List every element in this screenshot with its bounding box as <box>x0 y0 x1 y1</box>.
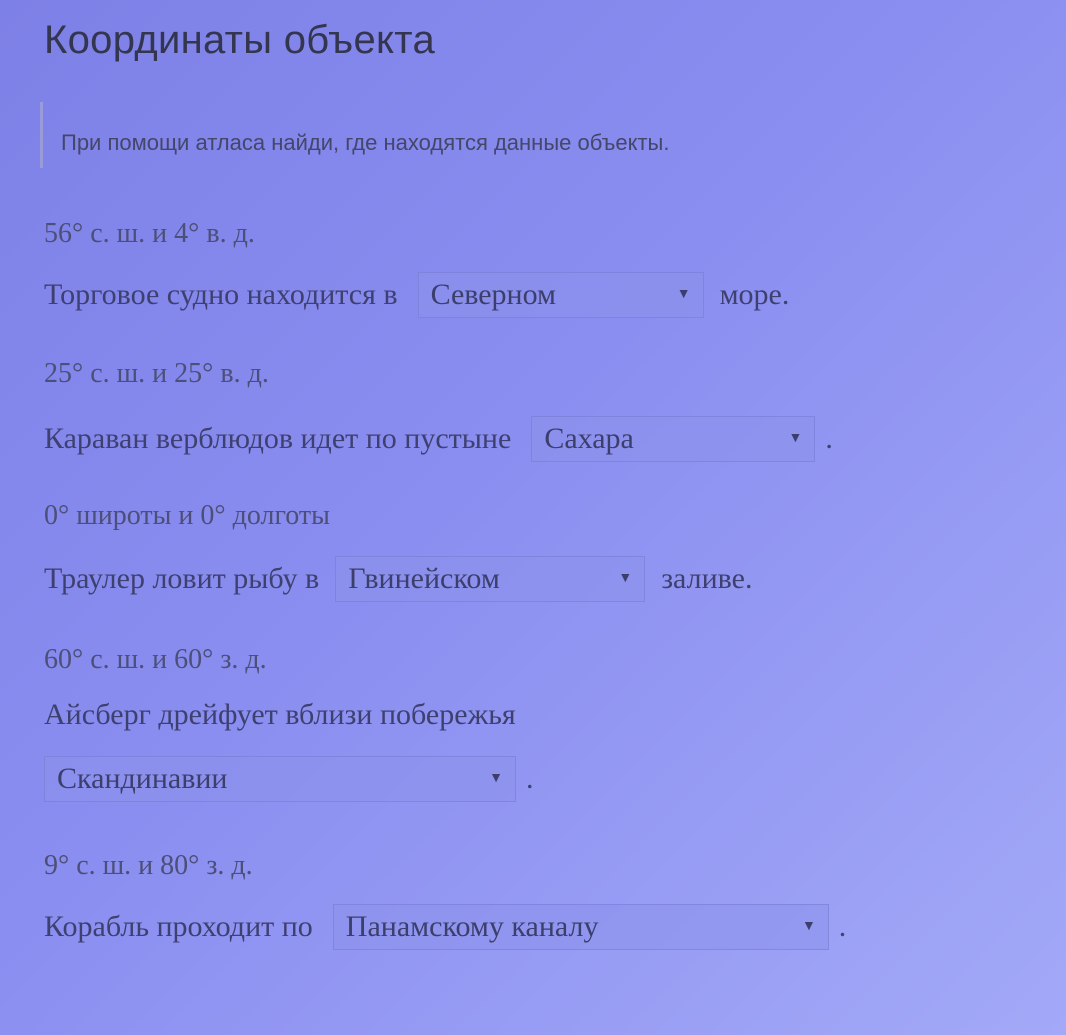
question-1 <box>44 272 789 318</box>
answer-select-4-value: Скандинавии <box>57 762 228 795</box>
question-1-text: Торговое судно находится в <box>44 278 398 311</box>
question-1-suffix: море. <box>719 278 790 311</box>
coordinates-4: 60° с. ш. и 60° з. д. <box>44 644 267 675</box>
question-4-text: Айсберг дрейфует вблизи побережья <box>44 698 516 731</box>
coordinates-1: 56° с. ш. и 4° в. д. <box>44 218 255 249</box>
caret-down-icon: ▼ <box>618 571 633 586</box>
instruction-box <box>40 102 1003 168</box>
instruction-text: При помощи атласа найди, где находятся данные объекты. <box>61 130 670 155</box>
coordinates-3: 0° широты и 0° долготы <box>44 500 330 531</box>
page-title: Координаты объекта <box>44 18 435 62</box>
answer-select-5-value: Панамскому каналу <box>345 910 599 943</box>
answer-select-2[interactable] <box>531 416 815 462</box>
question-3 <box>44 556 752 602</box>
caret-down-icon: ▼ <box>489 771 503 786</box>
coordinates-5: 9° с. ш. и 80° з. д. <box>44 850 253 881</box>
answer-select-3[interactable] <box>335 556 645 602</box>
answer-select-3-value: Гвинейском <box>348 562 500 595</box>
caret-down-icon: ▼ <box>676 287 691 302</box>
question-2-text: Караван верблюдов идет по пустыне <box>44 422 512 455</box>
question-4-answer-row <box>44 756 534 802</box>
question-5 <box>44 904 846 950</box>
answer-select-4[interactable] <box>44 756 516 802</box>
question-5-text: Корабль проходит по <box>44 910 313 943</box>
question-3-text: Траулер ловит рыбу в <box>44 562 320 595</box>
answer-select-1-value: Северном <box>430 278 557 311</box>
answer-select-2-value: Сахара <box>544 422 634 455</box>
answer-select-1[interactable] <box>418 272 704 318</box>
coordinates-2: 25° с. ш. и 25° в. д. <box>44 358 269 389</box>
question-2 <box>44 416 833 462</box>
question-3-suffix: заливе. <box>661 562 753 595</box>
answer-select-5[interactable] <box>333 904 829 950</box>
question-2-suffix: . <box>825 422 833 455</box>
caret-down-icon: ▼ <box>801 919 816 934</box>
caret-down-icon: ▼ <box>788 431 803 446</box>
question-4-suffix: . <box>526 762 534 795</box>
question-5-suffix: . <box>838 910 847 943</box>
question-4 <box>44 698 516 732</box>
